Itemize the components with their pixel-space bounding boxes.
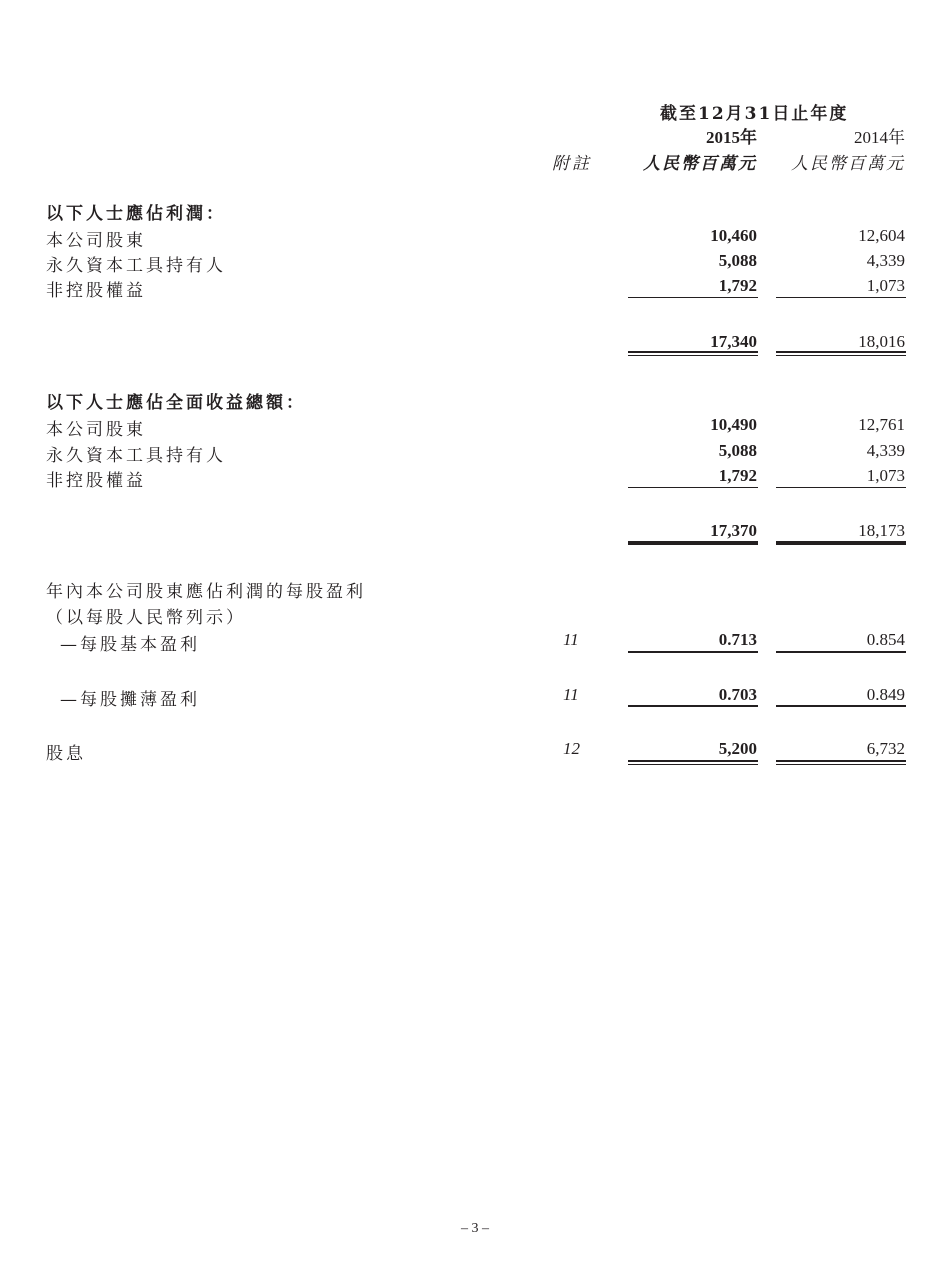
eps-rule xyxy=(776,705,906,707)
profit-total-2014: 18,016 xyxy=(858,332,905,351)
comprehensive-total-2014: 18,173 xyxy=(858,521,905,540)
subtotal-rule xyxy=(628,297,758,298)
comprehensive-row-2015: 1,792 xyxy=(718,466,757,485)
subtotal-rule xyxy=(628,487,758,488)
eps-rule xyxy=(628,705,758,707)
dividend-note: 12 xyxy=(563,739,580,758)
comprehensive-row-label: 永久資本工具持有人 xyxy=(46,446,226,466)
eps-rule xyxy=(628,651,758,653)
unit-2015-heading: 人民幣百萬元 xyxy=(643,154,757,174)
eps-section-title: 年內本公司股東應佔利潤的每股盈利 xyxy=(46,582,366,602)
profit-row-2014: 12,604 xyxy=(858,226,905,245)
total-thick-rule xyxy=(776,541,906,545)
profit-row-2015: 1,792 xyxy=(718,276,757,295)
comprehensive-row-2015: 10,490 xyxy=(710,415,757,434)
comprehensive-row-2014: 1,073 xyxy=(866,466,905,485)
eps-basic-2014: 0.854 xyxy=(866,630,905,649)
profit-row-2015: 10,460 xyxy=(710,226,757,245)
total-thick-rule xyxy=(628,541,758,545)
total-double-rule xyxy=(776,351,906,356)
year-2014-heading: 2014年 xyxy=(854,128,905,147)
profit-row-label: 非控股權益 xyxy=(46,281,146,301)
subtotal-rule xyxy=(776,297,906,298)
total-double-rule xyxy=(628,760,758,765)
eps-basic-label: —每股基本盈利 xyxy=(60,635,200,655)
eps-section-subtitle: （以每股人民幣列示） xyxy=(46,608,246,628)
profit-row-2014: 1,073 xyxy=(866,276,905,295)
total-double-rule xyxy=(776,760,906,765)
subtotal-rule xyxy=(776,487,906,488)
profit-section-title: 以下人士應佔利潤： xyxy=(46,204,226,224)
comprehensive-row-2014: 4,339 xyxy=(866,441,905,460)
profit-row-2014: 4,339 xyxy=(866,251,905,270)
profit-row-label: 永久資本工具持有人 xyxy=(46,256,226,276)
period-heading: 截至12月31日止年度 xyxy=(660,104,849,124)
profit-row-2015: 5,088 xyxy=(718,251,757,270)
eps-diluted-note: 11 xyxy=(563,685,579,704)
eps-rule xyxy=(776,651,906,653)
eps-diluted-label: —每股攤薄盈利 xyxy=(60,690,200,710)
comprehensive-row-2015: 5,088 xyxy=(718,441,757,460)
profit-row-label: 本公司股東 xyxy=(46,231,146,251)
eps-basic-note: 11 xyxy=(563,630,579,649)
year-2015-heading: 2015年 xyxy=(706,128,757,147)
profit-total-2015: 17,340 xyxy=(710,332,757,351)
eps-diluted-2014: 0.849 xyxy=(866,685,905,704)
unit-2014-heading: 人民幣百萬元 xyxy=(791,154,905,174)
dividend-2015: 5,200 xyxy=(718,739,757,758)
comprehensive-row-2014: 12,761 xyxy=(858,415,905,434)
comprehensive-row-label: 本公司股東 xyxy=(46,420,146,440)
dividend-2014: 6,732 xyxy=(866,739,905,758)
page-number: – 3 – xyxy=(461,1221,489,1236)
note-column-heading: 附註 xyxy=(552,154,592,174)
eps-basic-2015: 0.713 xyxy=(718,630,757,649)
dividend-label: 股息 xyxy=(46,744,86,764)
comprehensive-row-label: 非控股權益 xyxy=(46,471,146,491)
comprehensive-total-2015: 17,370 xyxy=(710,521,757,540)
eps-diluted-2015: 0.703 xyxy=(718,685,757,704)
total-double-rule xyxy=(628,351,758,356)
comprehensive-section-title: 以下人士應佔全面收益總額： xyxy=(46,393,306,413)
